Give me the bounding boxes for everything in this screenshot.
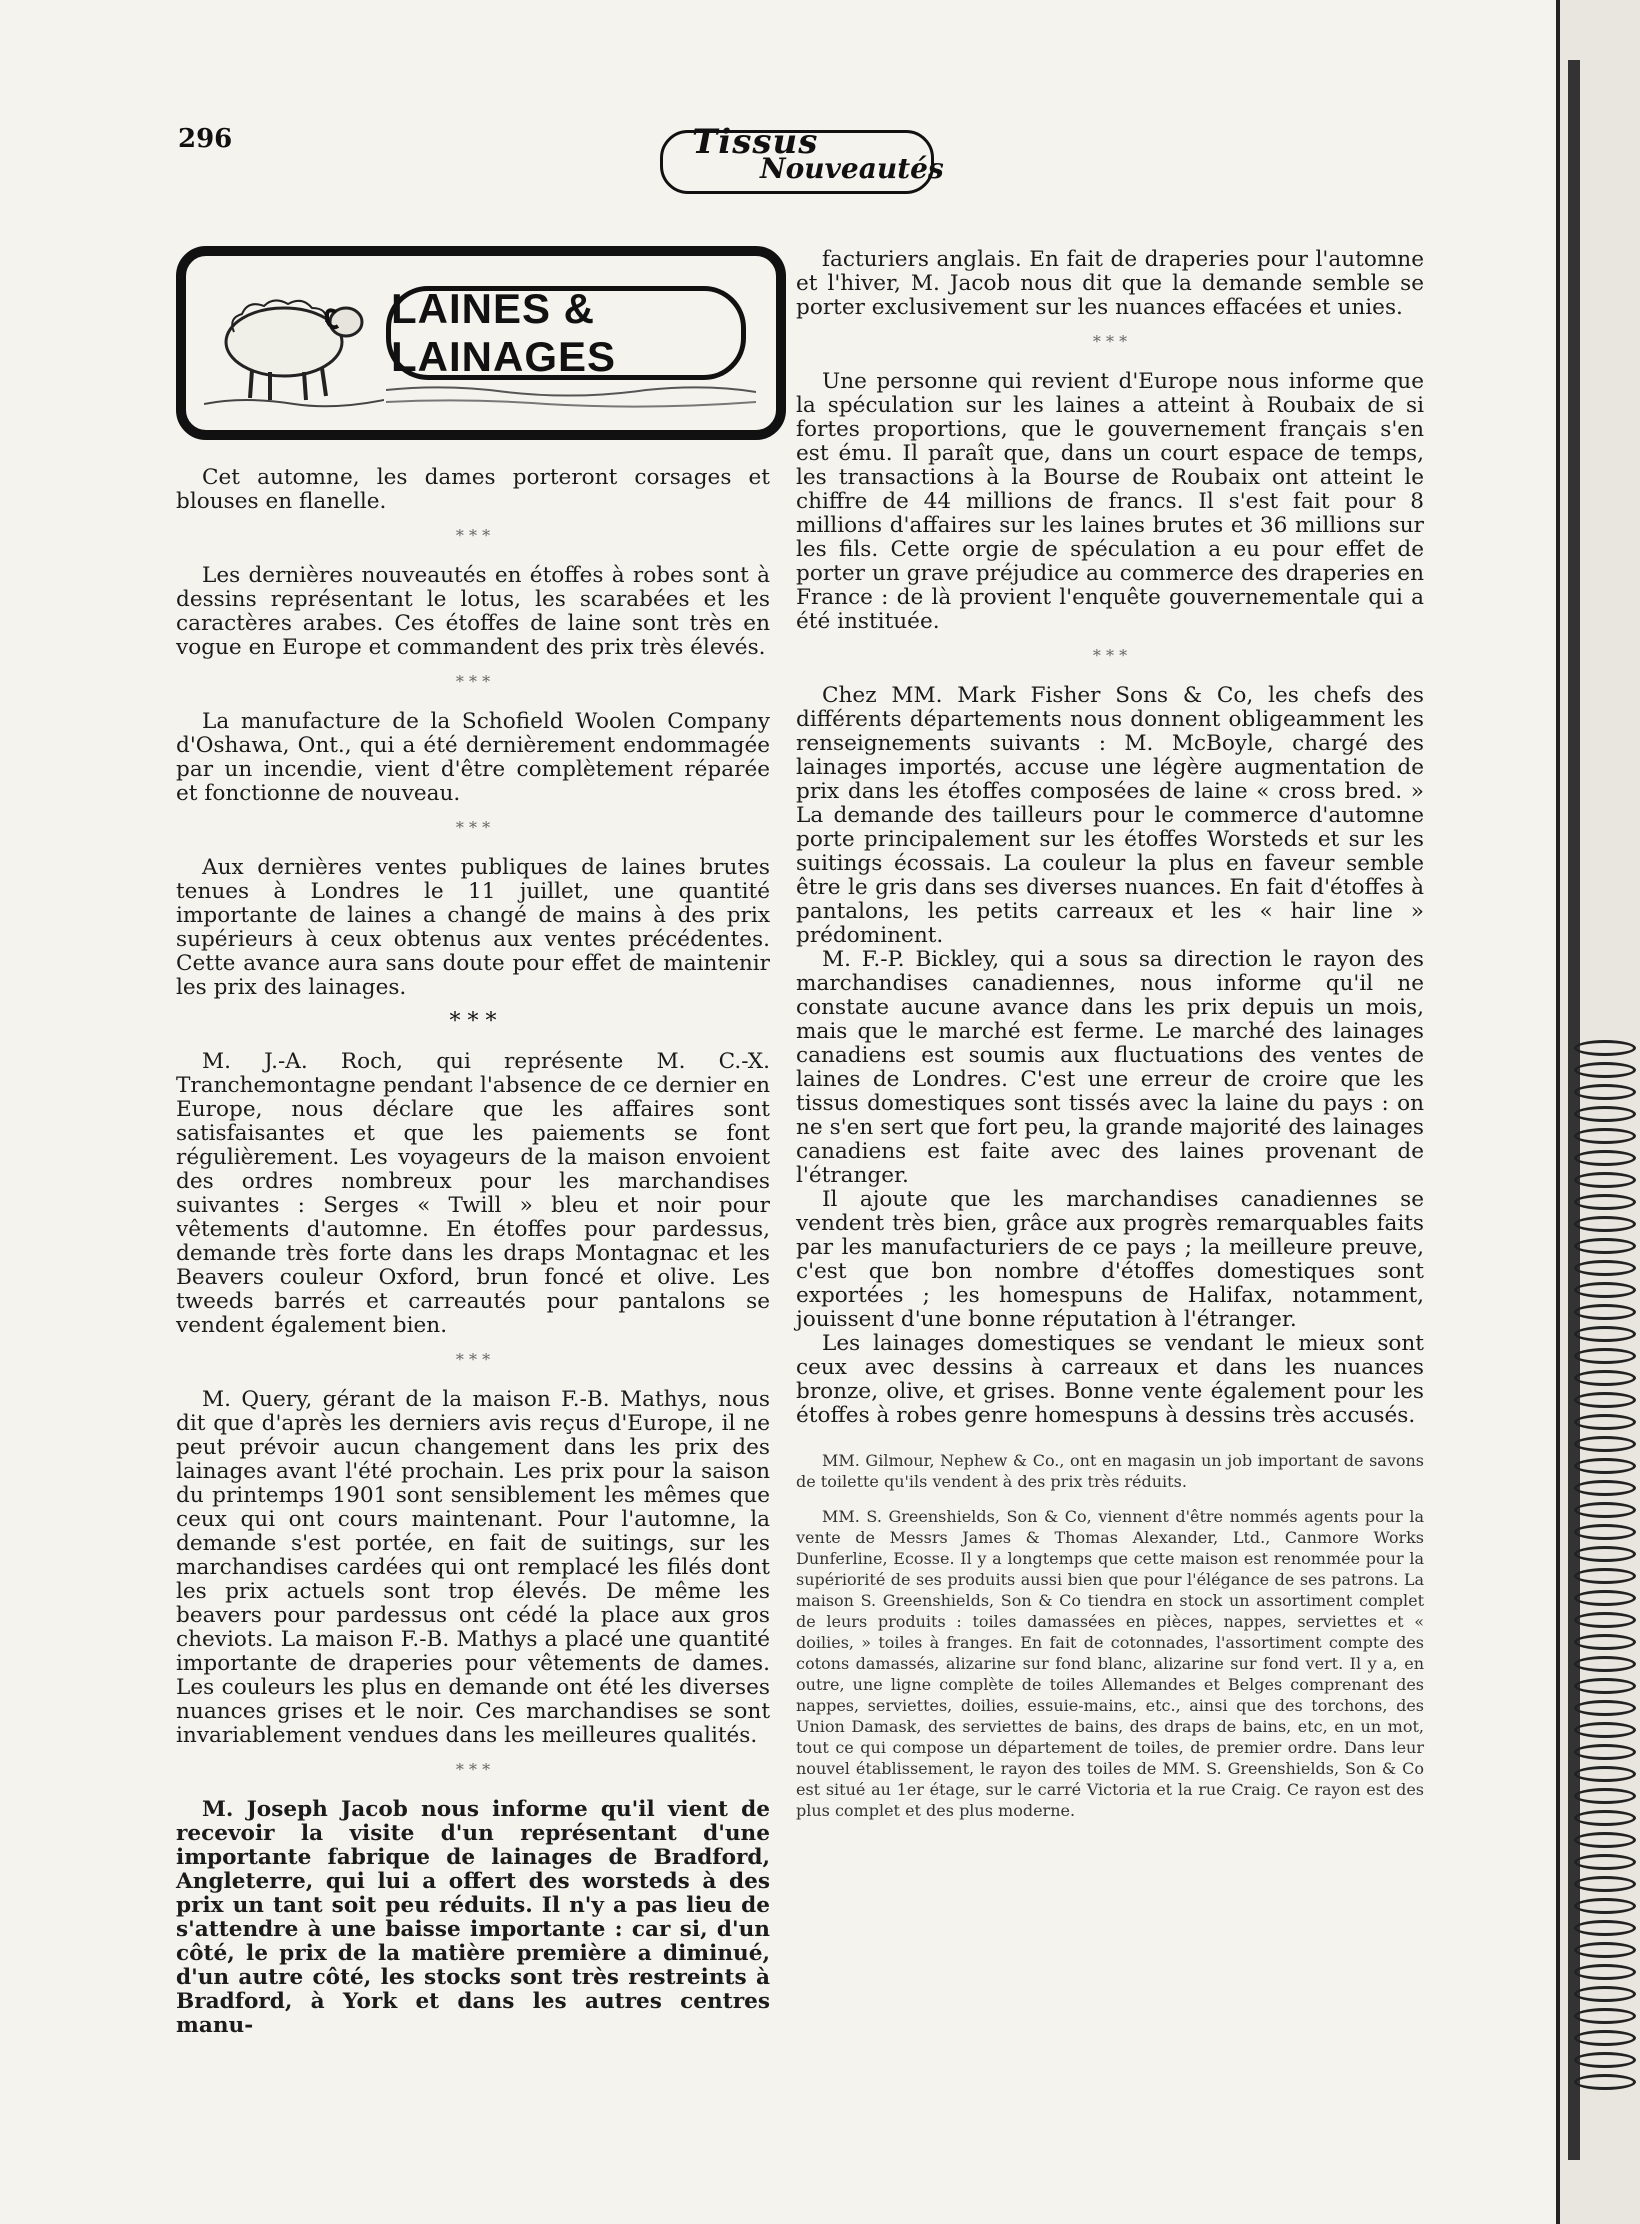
separator: * * * xyxy=(455,1350,491,1369)
binding-coil xyxy=(1574,1502,1636,1518)
page-number: 296 xyxy=(178,124,233,154)
paragraph: M. Joseph Jacob nous informe qu'il vient de recevoir la visite d'un représentant d'une importante fabrique de lainages de Bradford, Angleterre, qui lui a offert des worsteds à des prix un tant soit peu réduits. Il n'y a pas lieu de s'attendre à une baisse importante : car si, d'un côté, le prix de la matière première a diminué, d'un autre côté, les stocks sont très restreints à Bradford, à York et dans les autres centres manu- xyxy=(176,1797,770,2038)
binding-coil xyxy=(1574,1524,1636,1540)
binding-coil xyxy=(1574,1150,1636,1166)
binding-coil xyxy=(1574,1766,1636,1782)
binding-coil xyxy=(1574,1260,1636,1276)
binding-coil xyxy=(1574,1062,1636,1078)
separator: * * * xyxy=(1092,646,1128,665)
spacer xyxy=(796,1492,1424,1506)
masthead-logo xyxy=(660,112,944,202)
paragraph: Chez MM. Mark Fisher Sons & Co, les chefs des différents départements nous donnent obligeamment les renseignements suivants : M. McBoyle, chargé des lainages importés, accuse une légère augmentation de prix dans les étoffes composées de laine « cross bred. » La demande des tailleurs pour le commerce d'automne porte principalement sur les étoffes Worsteds et sur les suitings écossais. La couleur la plus en faveur semble être le gris dans ses diverses nuances. En fait d'étoffes à pantalons, les petits carreaux et les « hair line » prédominent. xyxy=(796,683,1424,948)
paragraph: M. F.-P. Bickley, qui a sous sa direction le rayon des marchandises canadiennes, nous informe qu'il ne constate aucune avance dans les prix depuis un mois, mais que le marché est ferme. Le marché des lainages canadiens est soumis aux fluctuations des ventes de laines de Londres. C'est une erreur de croire que les tissus domestiques sont tissés avec la laine du pays : on ne s'en sert que fort peu, la grande majorité des lainages canadiens est faite avec des laines provenant de l'étranger. xyxy=(796,947,1424,1188)
banner-title: LAINES & LAINAGES xyxy=(386,286,746,380)
binding-coil xyxy=(1574,1546,1636,1562)
binding-coil xyxy=(1574,1898,1636,1914)
binding-coil xyxy=(1574,1370,1636,1386)
paragraph: Cet automne, les dames porteront corsages et blouses en flanelle. xyxy=(176,465,770,514)
separator: * * * xyxy=(455,1760,491,1779)
paragraph: La manufacture de la Schofield Woolen Company d'Oshawa, Ont., qui a été dernièrement endommagée par un incendie, vient d'être complètement réparée et fonctionne de nouveau. xyxy=(176,709,770,806)
binding-coil xyxy=(1574,1634,1636,1650)
binding-coil xyxy=(1574,1348,1636,1364)
notice: MM. Gilmour, Nephew & Co., ont en magasin un job important de savons de toilette qu'ils vendent à des prix très réduits. xyxy=(796,1451,1424,1491)
binding-coil xyxy=(1574,1854,1636,1870)
paragraph: Les lainages domestiques se vendant le mieux sont ceux avec dessins à carreaux et dans les nuances bronze, olive, et grises. Bonne vente également pour les étoffes à robes genre homespuns à dessins très accusés. xyxy=(796,1331,1424,1428)
notice: MM. S. Greenshields, Son & Co, viennent d'être nommés agents pour la vente de Messrs James & Thomas Alexander, Ltd., Canmore Works Dunferline, Ecosse. Il y a longtemps que cette maison est renommée pour la supériorité de ses produits aussi bien que pour l'élégance de ses patrons. La maison S. Greenshields, Son & Co tiendra en stock un assortiment complet de leurs produits : toiles damassées en pièces, nappes, serviettes et « doilies, » toiles à franges. En fait de cotonnades, l'assortiment compte des cotons damassés, alizarine sur fond blanc, alizarine sur fond vert. Il y a, en outre, une ligne complète de toiles Allemandes et Belges comprenant des nappes, serviettes, doilies, essuie-mains, etc., ainsi que des torchons, des Union Damask, des serviettes de bains, des draps de bains, etc, en un mot, tout ce qui compose un département de toiles, de premier ordre. Dans leur nouvel établissement, le rayon des toiles de MM. S. Greenshields, Son & Co est situé au 1er étage, sur le carré Victoria et la rue Craig. Ce rayon est des plus complet et des plus moderne. xyxy=(796,1507,1424,1820)
paragraph: Il ajoute que les marchandises canadiennes se vendent très bien, grâce aux progrès remarquables faits par les manufacturiers de ce pays ; la meilleure preuve, c'est que bon nombre d'étoffes domestiques sont exportées ; les homespuns de Halifax, notamment, jouissent d'une bonne réputation à l'étranger. xyxy=(796,1187,1424,1332)
paragraph: M. Query, gérant de la maison F.-B. Mathys, nous dit que d'après les derniers avis reçus d'Europe, il ne peut prévoir aucun changement dans les prix des lainages avant l'été prochain. Les prix pour la saison du printemps 1901 sont sensiblement les mêmes que ceux qui ont cours maintenant. Pour l'automne, la demande s'est portée, en fait de suitings, sur les marchandises cardées qui ont remplacé les filés dont les prix actuels sont trop élevés. De même les beavers pour pardessus ont cédé la place aux gros cheviots. La maison F.-B. Mathys a placé une quantité importante de draperies pour vêtements de dames. Les couleurs les plus en demande ont été les diverses nuances grises et le noir. Ces marchandises se sont invariablement vendues dans les meilleures qualités. xyxy=(176,1387,770,1748)
binding-coil xyxy=(1574,1964,1636,1980)
binding-coil xyxy=(1574,1942,1636,1958)
right-column xyxy=(796,248,1424,1821)
binding-coil xyxy=(1574,1744,1636,1760)
binding-coil xyxy=(1574,1700,1636,1716)
separator: * * * xyxy=(449,1009,497,1034)
binding-coil xyxy=(1574,2008,1636,2024)
binding-coil xyxy=(1574,1590,1636,1606)
masthead-line1: Tissus xyxy=(692,122,819,162)
binding-coil xyxy=(1574,1612,1636,1628)
binding-coil xyxy=(1574,1722,1636,1738)
binding-coil xyxy=(1574,1480,1636,1496)
binding-coil xyxy=(1574,1832,1636,1848)
left-column xyxy=(176,466,770,2038)
binding-coil xyxy=(1574,1238,1636,1254)
spacer xyxy=(796,1428,1424,1450)
paragraph: Les dernières nouveautés en étoffes à robes sont à dessins représentant le lotus, les scarabées et les caractères arabes. Ces étoffes de laine sont très en vogue en Europe et commandent des prix très élevés. xyxy=(176,563,770,660)
notices xyxy=(796,1450,1424,1821)
binding-coil xyxy=(1574,2074,1636,2090)
binding-coil xyxy=(1574,1414,1636,1430)
landscape-lines xyxy=(386,382,756,412)
binding-coil xyxy=(1574,1172,1636,1188)
binding-coil xyxy=(1574,1106,1636,1122)
binding-coil xyxy=(1574,1920,1636,1936)
separator: * * * xyxy=(455,672,491,691)
separator: * * * xyxy=(455,526,491,545)
paragraph: Une personne qui revient d'Europe nous informe que la spéculation sur les laines a atteint à Roubaix de si fortes proportions, que le gouvernement français s'en est ému. Il paraît que, dans un court espace de temps, les transactions à la Bourse de Roubaix ont atteint le chiffre de 44 millions de francs. Il s'est fait pour 8 millions d'affaires sur les laines brutes et 36 millions sur les fils. Cette orgie de spéculation a eu pour effet de porter un grave préjudice au commerce des draperies en France : de là provient l'enquête gouvernementale qui a été instituée. xyxy=(796,369,1424,634)
separator: * * * xyxy=(1092,332,1128,351)
binding-coil xyxy=(1574,1436,1636,1452)
section-banner xyxy=(176,246,786,440)
paragraph: M. J.-A. Roch, qui représente M. C.-X. Tranchemontagne pendant l'absence de ce dernier en Europe, nous déclare que les affaires sont satisfaisantes et que les paiements se font régulièrement. Les voyageurs de la maison envoient des ordres nombreux pour les marchandises suivantes : Serges « Twill » bleu et noir pour vêtements d'automne. En étoffes pour pardessus, demande très forte dans les draps Montagnac et les Beavers couleur Oxford, brun foncé et olive. Les tweeds barrés et carreautés pour pantalons se vendent également bien. xyxy=(176,1049,770,1338)
separator: * * * xyxy=(455,818,491,837)
binding-coil xyxy=(1574,2052,1636,2068)
sheep-illustration xyxy=(204,272,384,414)
binding-coil xyxy=(1574,1568,1636,1584)
masthead-line2: Nouveautés xyxy=(760,152,944,185)
binding-coil xyxy=(1574,1678,1636,1694)
binding-coil xyxy=(1574,1788,1636,1804)
binding-spine xyxy=(1556,0,1640,2224)
binding-coil xyxy=(1574,1810,1636,1826)
binding-coil xyxy=(1574,1084,1636,1100)
binding-coil xyxy=(1574,1040,1636,1056)
binding-coil xyxy=(1574,2030,1636,2046)
binding-coil xyxy=(1574,1194,1636,1210)
binding-coil xyxy=(1574,1282,1636,1298)
binding-coil xyxy=(1574,1216,1636,1232)
binding-coil xyxy=(1574,1128,1636,1144)
paragraph: facturiers anglais. En fait de draperies pour l'automne et l'hiver, M. Jacob nous dit que la demande semble se porter exclusivement sur les nuances effacées et unies. xyxy=(796,247,1424,320)
binding-coil xyxy=(1574,1392,1636,1408)
binding-coil xyxy=(1574,1304,1636,1320)
binding-coil xyxy=(1574,1876,1636,1892)
binding-coil xyxy=(1574,1458,1636,1474)
binding-coil xyxy=(1574,1986,1636,2002)
binding-coil xyxy=(1574,1656,1636,1672)
paragraph: Aux dernières ventes publiques de laines brutes tenues à Londres le 11 juillet, une quantité importante de laines a changé de mains à des prix supérieurs à ceux obtenus aux ventes précédentes. Cette avance aura sans doute pour effet de maintenir les prix des lainages. xyxy=(176,855,770,1000)
binding-coil xyxy=(1574,1326,1636,1342)
